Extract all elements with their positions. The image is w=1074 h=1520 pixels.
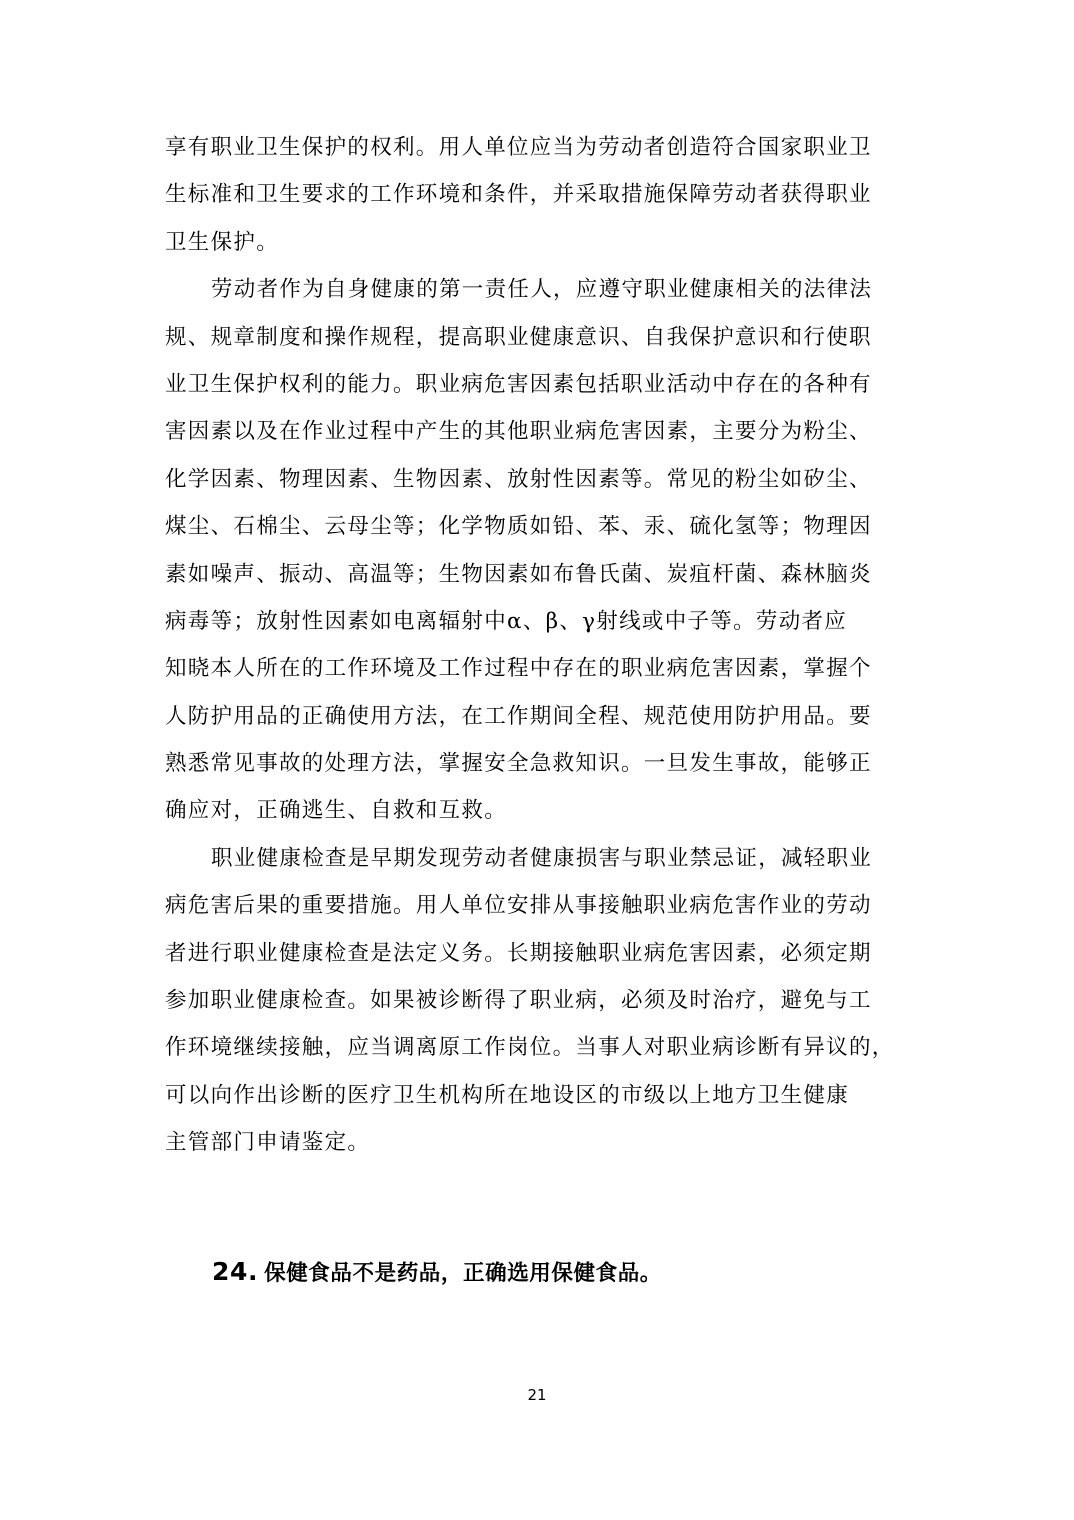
section-number: 24. xyxy=(212,1257,259,1286)
text-line: 业卫生保护权利的能力。职业病危害因素包括职业活动中存在的各种有 xyxy=(165,371,872,397)
text-line: 可以向作出诊断的医疗卫生机构所在地设区的市级以上地方卫生健康 xyxy=(165,1082,850,1108)
text-line: 参加职业健康检查。如果被诊断得了职业病，必须及时治疗，避免与工 xyxy=(165,988,872,1014)
text-line: 知晓本人所在的工作环境及工作过程中存在的职业病危害因素，掌握个 xyxy=(165,656,872,682)
text-line: 享有职业卫生保护的权利。用人单位应当为劳动者创造符合国家职业卫 xyxy=(165,135,872,160)
text-line: 人防护用品的正确使用方法，在工作期间全程、规范使用防护用品。要 xyxy=(165,703,872,729)
paragraph xyxy=(165,266,945,835)
text-line: 确应对，正确逃生、自救和互救。 xyxy=(165,798,508,824)
text-line: 者进行职业健康检查是法定义务。长期接触职业病危害因素，必须定期 xyxy=(165,940,872,966)
text-line: 病危害后果的重要措施。用人单位安排从事接触职业病危害作业的劳动 xyxy=(165,893,872,919)
section-heading xyxy=(212,1254,662,1292)
text-line: 素如噪声、振动、高温等；生物因素如布鲁氏菌、炭疽杆菌、森林脑炎 xyxy=(165,561,872,587)
text-line: 煤尘、石棉尘、云母尘等；化学物质如铅、苯、汞、硫化氢等；物理因 xyxy=(165,514,872,540)
body-text xyxy=(165,124,945,1167)
section-title: 保健食品不是药品，正确选用保健食品。 xyxy=(264,1261,662,1286)
text-line: 作环境继续接触，应当调离原工作岗位。当事人对职业病诊断有异议的， xyxy=(165,1035,895,1061)
text-line: 职业健康检查是早期发现劳动者健康损害与职业禁忌证，减轻职业 xyxy=(211,845,873,871)
text-line: 化学因素、物理因素、生物因素、放射性因素等。常见的粉尘如矽尘、 xyxy=(165,466,872,492)
text-line: 卫生保护。 xyxy=(165,229,280,255)
text-line: 熟悉常见事故的处理方法，掌握安全急救知识。一旦发生事故，能够正 xyxy=(165,751,872,777)
paragraph xyxy=(165,124,945,266)
text-line: 规、规章制度和操作规程，提高职业健康意识、自我保护意识和行使职 xyxy=(165,324,872,350)
text-line: 劳动者作为自身健康的第一责任人，应遵守职业健康相关的法律法 xyxy=(211,277,873,303)
page-number: 21 xyxy=(527,1386,547,1404)
paragraph xyxy=(165,835,945,1167)
text-line: 生标准和卫生要求的工作环境和条件，并采取措施保障劳动者获得职业 xyxy=(165,182,872,208)
text-line: 主管部门申请鉴定。 xyxy=(165,1130,371,1156)
text-line: 病毒等；放射性因素如电离辐射中α、β、γ射线或中子等。劳动者应 xyxy=(165,608,848,634)
text-line: 害因素以及在作业过程中产生的其他职业病危害因素，主要分为粉尘、 xyxy=(165,419,872,445)
